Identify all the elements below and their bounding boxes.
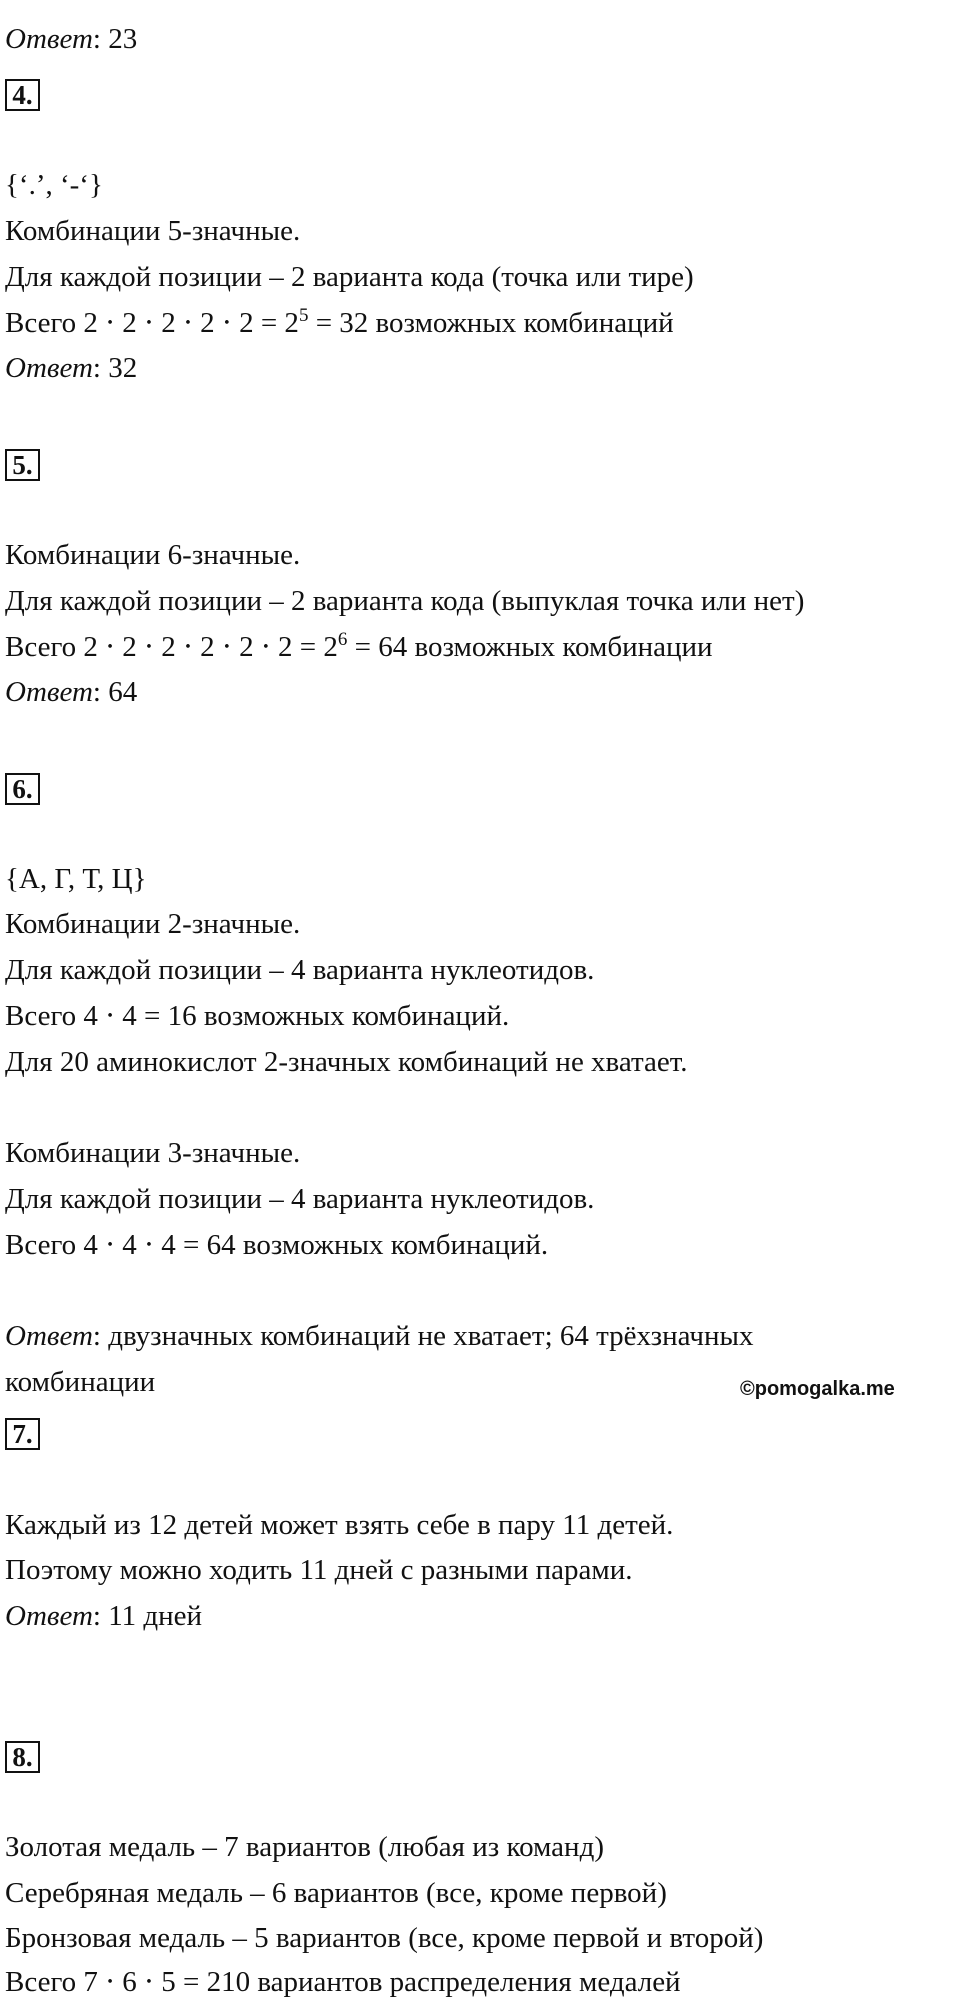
text-line: Для каждой позиции – 4 варианта нуклеотидов. <box>5 1183 595 1215</box>
task-number-badge: 5. <box>5 449 40 481</box>
answer-label: Ответ <box>5 1320 93 1352</box>
formula-suffix: = 32 возможных комбинаций <box>308 307 674 339</box>
text-line: Всего 4 ⋅ 4 = 16 возможных комбинаций. <box>5 1000 510 1032</box>
text-line: Бронзовая медаль – 5 вариантов (все, кроме первой и второй) <box>5 1922 764 1954</box>
text-line: Всего 4 ⋅ 4 ⋅ 4 = 64 возможных комбинаций. <box>5 1229 549 1261</box>
text-line: Для 20 аминокислот 2-значных комбинаций не хватает. <box>5 1046 688 1078</box>
total-formula <box>5 629 713 665</box>
text-line: Поэтому можно ходить 11 дней с разными парами. <box>5 1554 633 1586</box>
symbol-set: {А, Г, Т, Ц} <box>5 863 147 895</box>
answer-line <box>5 350 137 386</box>
formula-prefix: Всего 2 ⋅ 2 ⋅ 2 ⋅ 2 ⋅ 2 = 2 <box>5 307 299 339</box>
text-line: Всего 7 ⋅ 6 ⋅ 5 = 210 вариантов распределения медалей <box>5 1966 681 1998</box>
text-line: Комбинации 2-значные. <box>5 908 301 940</box>
answer-label: Ответ <box>5 23 93 55</box>
text-line: Для каждой позиции – 2 варианта кода (выпуклая точка или нет) <box>5 585 805 617</box>
task-number-badge: 6. <box>5 773 40 805</box>
answer-line <box>5 21 137 57</box>
formula-suffix: = 64 возможных комбинации <box>347 631 713 663</box>
watermark: ©pomogalka.me <box>740 1378 895 1400</box>
answer-line <box>5 674 137 710</box>
answer-line <box>5 1318 753 1354</box>
formula-exponent: 6 <box>337 629 348 650</box>
formula-exponent: 5 <box>298 305 309 326</box>
total-formula <box>5 305 674 341</box>
answer-label: Ответ <box>5 1600 93 1632</box>
text-line: Для каждой позиции – 4 варианта нуклеотидов. <box>5 954 595 986</box>
formula-prefix: Всего 2 ⋅ 2 ⋅ 2 ⋅ 2 ⋅ 2 ⋅ 2 = 2 <box>5 631 338 663</box>
task-number-badge: 4. <box>5 79 40 111</box>
answer-line <box>5 1598 202 1634</box>
task-number-badge: 7. <box>5 1418 40 1450</box>
text-line: Серебряная медаль – 6 вариантов (все, кроме первой) <box>5 1877 667 1909</box>
text-line: Комбинации 6-значные. <box>5 539 301 571</box>
answer-value: : 11 дней <box>92 1600 203 1632</box>
answer-value: : 32 <box>92 352 138 384</box>
text-line: Каждый из 12 детей может взять себе в пару 11 детей. <box>5 1509 674 1541</box>
answer-value: : 23 <box>92 23 138 55</box>
text-line: Золотая медаль – 7 вариантов (любая из команд) <box>5 1831 604 1863</box>
symbol-set: {‘.’, ‘-‘} <box>5 169 103 201</box>
text-line: Комбинации 3-значные. <box>5 1137 301 1169</box>
answer-continued: комбинации <box>5 1366 156 1398</box>
task-number-badge: 8. <box>5 1741 40 1773</box>
answer-label: Ответ <box>5 676 93 708</box>
answer-label: Ответ <box>5 352 93 384</box>
answer-value: : 64 <box>92 676 138 708</box>
answer-value: : двузначных комбинаций не хватает; 64 трёхзначных <box>92 1320 754 1352</box>
text-line: Для каждой позиции – 2 варианта кода (точка или тире) <box>5 261 694 293</box>
text-line: Комбинации 5-значные. <box>5 215 301 247</box>
